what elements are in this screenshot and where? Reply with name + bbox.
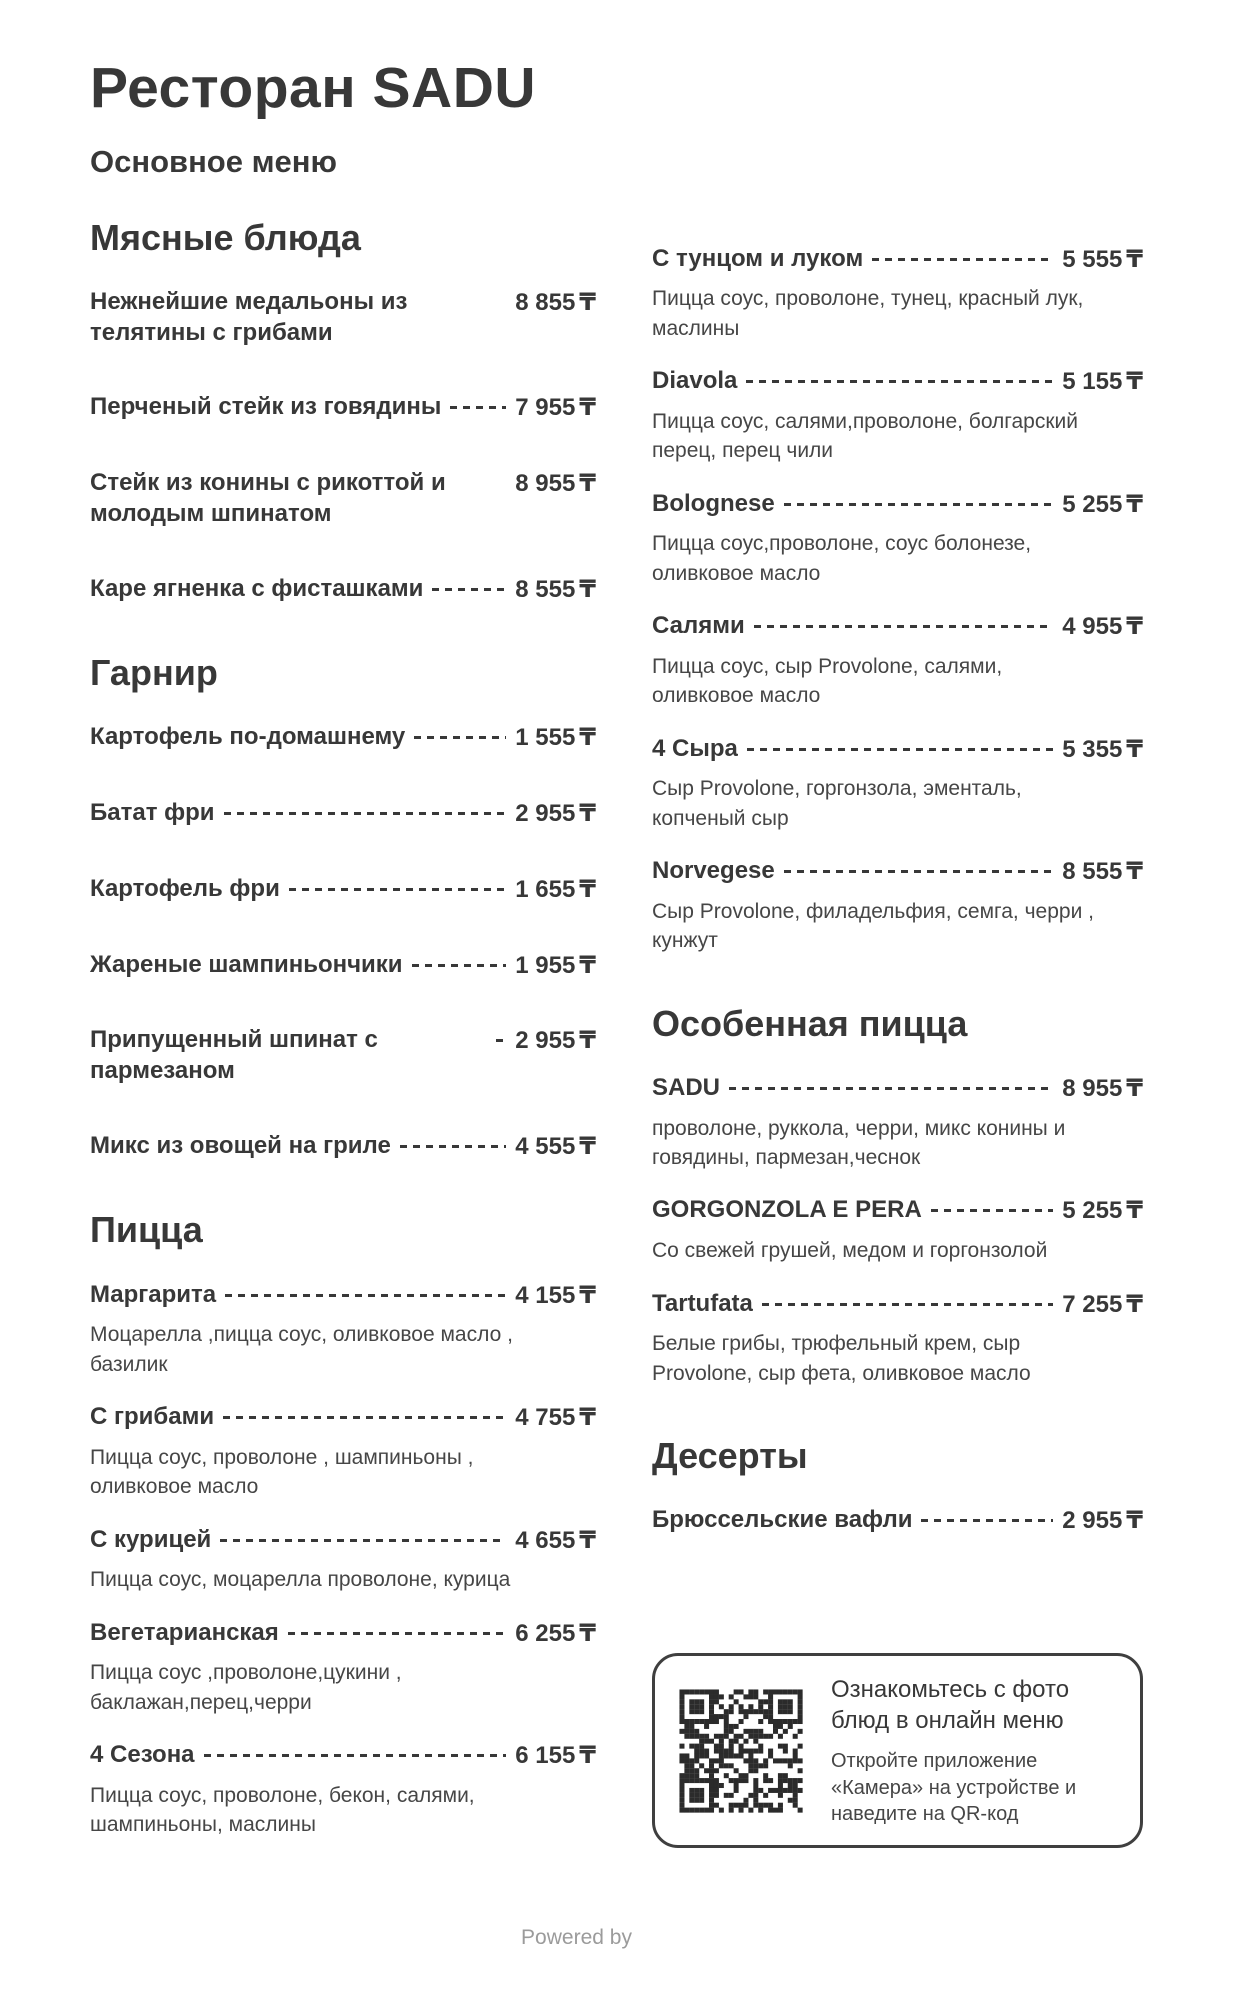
menu-item-price bbox=[515, 287, 596, 319]
dot-leader bbox=[288, 1632, 506, 1635]
menu-item-price bbox=[515, 1131, 596, 1163]
menu-item-head bbox=[652, 1289, 1143, 1321]
menu-item-head bbox=[90, 1740, 596, 1772]
dot-leader bbox=[746, 380, 1053, 383]
currency-symbol: ₸ bbox=[579, 1280, 596, 1309]
dot-leader bbox=[872, 258, 1053, 261]
menu-item-description: проволоне, руккола, черри, микс конины и говядины, пармезан,чеснок bbox=[652, 1116, 1066, 1170]
menu-item-price bbox=[515, 574, 596, 606]
menu-item-name: SADU bbox=[652, 1073, 721, 1101]
menu-item-name: Вегетарианская bbox=[90, 1618, 279, 1646]
currency-symbol: ₸ bbox=[579, 1741, 596, 1770]
menu-item-price bbox=[515, 798, 596, 830]
currency-symbol: ₸ bbox=[579, 393, 596, 422]
menu-item bbox=[652, 1195, 1143, 1265]
price-value: 8 555 bbox=[515, 575, 576, 603]
dot-leader bbox=[289, 888, 506, 891]
currency-symbol: ₸ bbox=[1126, 734, 1143, 763]
menu-item bbox=[652, 489, 1143, 589]
menu-item-description: Моцарелла ,пицца соус, оливковое масло , базилик bbox=[90, 1323, 513, 1376]
qr-panel-subtitle: Откройте приложение «Камера» на устройстве и наведите на QR-код bbox=[831, 1750, 1077, 1826]
menu-item-price bbox=[515, 950, 596, 982]
menu-item-price bbox=[515, 1280, 596, 1312]
price-value: 7 955 bbox=[515, 394, 576, 422]
menu-item-description: Пицца соус,проволоне, соус болонезе, оливковое масло bbox=[652, 532, 1032, 585]
menu-item-head bbox=[90, 798, 596, 830]
currency-symbol: ₸ bbox=[579, 1403, 596, 1432]
menu-item bbox=[90, 1525, 596, 1595]
menu-section bbox=[652, 1002, 1143, 1388]
qr-panel bbox=[652, 1653, 1143, 1849]
menu-item-head bbox=[90, 1131, 596, 1163]
dot-leader bbox=[223, 1416, 506, 1419]
menu-item bbox=[90, 798, 596, 830]
menu-item-head bbox=[90, 392, 596, 424]
menu-subtitle: Основное меню bbox=[90, 143, 337, 179]
menu-item-name: Жареные шампиньончики bbox=[90, 950, 403, 978]
price-value: 5 255 bbox=[1062, 1197, 1123, 1225]
menu-item-price bbox=[515, 1402, 596, 1434]
menu-item-head bbox=[90, 722, 596, 754]
menu-item-name: GORGONZOLA E PERA bbox=[652, 1196, 922, 1224]
menu-item-price bbox=[1062, 856, 1143, 888]
right-column bbox=[652, 216, 1143, 1849]
price-value: 5 355 bbox=[1062, 735, 1123, 763]
qr-code-icon bbox=[677, 1687, 805, 1815]
menu-item-name: Микс из овощей на гриле bbox=[90, 1131, 391, 1159]
menu-item-price bbox=[1062, 1195, 1143, 1227]
currency-symbol: ₸ bbox=[579, 723, 596, 752]
dot-leader bbox=[225, 1294, 506, 1297]
dot-leader bbox=[432, 588, 506, 591]
currency-symbol: ₸ bbox=[1126, 612, 1143, 641]
menu-item-name: С тунцом и луком bbox=[652, 244, 864, 272]
menu-item-price bbox=[1062, 1289, 1143, 1321]
menu-item-description: Пицца соус, моцарелла проволоне, курица bbox=[90, 1568, 511, 1592]
price-value: 4 755 bbox=[515, 1404, 576, 1432]
currency-symbol: ₸ bbox=[579, 1618, 596, 1647]
menu-item-price bbox=[1062, 734, 1143, 766]
price-value: 4 155 bbox=[515, 1281, 576, 1309]
menu-item-head bbox=[90, 1402, 596, 1434]
price-value: 7 255 bbox=[1062, 1290, 1123, 1318]
menu-item bbox=[90, 468, 596, 529]
menu-item-name: 4 Сыра bbox=[652, 734, 738, 762]
menu-item-name: Стейк из конины с рикоттой и молодым шпинатом bbox=[90, 469, 446, 527]
price-value: 5 155 bbox=[1062, 368, 1123, 396]
menu-section-title: Пицца bbox=[90, 1209, 203, 1251]
price-value: 5 555 bbox=[1062, 245, 1123, 273]
menu-section-title: Десерты bbox=[652, 1435, 808, 1477]
currency-symbol: ₸ bbox=[1126, 1073, 1143, 1102]
price-value: 8 855 bbox=[515, 288, 576, 316]
menu-item bbox=[652, 734, 1143, 834]
menu-item bbox=[90, 1025, 596, 1086]
price-value: 4 555 bbox=[515, 1132, 576, 1160]
menu-item-name: Салями bbox=[652, 612, 745, 640]
menu-item-head bbox=[90, 287, 596, 348]
menu-item bbox=[90, 1131, 596, 1163]
menu-item-price bbox=[515, 874, 596, 906]
menu-item-head bbox=[652, 244, 1143, 276]
menu-item-name: 4 Сезона bbox=[90, 1741, 195, 1769]
menu-item-head bbox=[90, 574, 596, 606]
menu-item-description: Пицца соус, проволоне, бекон, салями, шампиньоны, маслины bbox=[90, 1783, 475, 1837]
menu-item-name: Нежнейшие медальоны из телятины с грибами bbox=[90, 287, 408, 346]
right-column-sections bbox=[652, 244, 1143, 1537]
menu-item-name: Картофель по-домашнему bbox=[90, 723, 406, 751]
price-value: 4 655 bbox=[515, 1526, 576, 1554]
menu-section-title: Особенная пицца bbox=[652, 1002, 968, 1044]
menu-item-description: Сыр Provolone, филадельфия, семга, черри , кунжут bbox=[652, 899, 1094, 953]
menu-item-description: Пицца соус, проволоне , шампиньоны , оливковое масло bbox=[90, 1445, 474, 1499]
menu-item bbox=[652, 244, 1143, 344]
menu-section bbox=[90, 1208, 596, 1839]
price-value: 1 555 bbox=[515, 724, 576, 752]
menu-item-price bbox=[1062, 489, 1143, 521]
dot-leader bbox=[496, 1039, 506, 1042]
menu-item-name: С грибами bbox=[90, 1403, 215, 1431]
menu-item-name: Tartufata bbox=[652, 1289, 753, 1317]
menu-item-name: Перченый стейк из говядины bbox=[90, 393, 442, 421]
price-value: 6 255 bbox=[515, 1619, 576, 1647]
currency-symbol: ₸ bbox=[1126, 367, 1143, 396]
menu-item-head bbox=[90, 950, 596, 982]
left-column bbox=[90, 216, 596, 1880]
menu-item-description: Пицца соус ,проволоне,цукини , баклажан,перец,черри bbox=[90, 1661, 402, 1714]
menu-item-description: Пицца соус, салями,проволоне, болгарский перец, перец чили bbox=[652, 409, 1078, 463]
menu-item-head bbox=[652, 366, 1143, 398]
menu-item-price bbox=[515, 392, 596, 424]
menu-item-name: Diavola bbox=[652, 367, 738, 395]
menu-item-name: Bolognese bbox=[652, 489, 775, 517]
menu-item-head bbox=[90, 874, 596, 906]
menu-item-head bbox=[90, 1025, 596, 1086]
dot-leader bbox=[762, 1303, 1053, 1306]
menu-section-title: Мясные блюда bbox=[90, 216, 361, 258]
currency-symbol: ₸ bbox=[1126, 1196, 1143, 1225]
menu-item bbox=[652, 366, 1143, 466]
currency-symbol: ₸ bbox=[1126, 857, 1143, 886]
menu-item-price bbox=[1062, 1073, 1143, 1105]
menu-item-head bbox=[90, 1618, 596, 1650]
qr-panel-title: Ознакомьтесь с фото блюд в онлайн меню bbox=[831, 1675, 1070, 1735]
price-value: 4 955 bbox=[1062, 613, 1123, 641]
currency-symbol: ₸ bbox=[579, 1026, 596, 1055]
menu-item-description: Пицца соус, сыр Provolone, салями, оливковое масло bbox=[652, 654, 1003, 708]
dot-leader bbox=[412, 964, 507, 967]
restaurant-title: Ресторан SADU bbox=[90, 56, 537, 120]
menu-item-name: Припущенный шпинат с пармезаном bbox=[90, 1026, 378, 1085]
menu-item-price bbox=[515, 468, 596, 500]
currency-symbol: ₸ bbox=[1126, 1289, 1143, 1318]
menu-item-price bbox=[515, 1740, 596, 1772]
currency-symbol: ₸ bbox=[1126, 244, 1143, 273]
menu-item-price bbox=[1062, 366, 1143, 398]
menu-item bbox=[90, 1618, 596, 1718]
menu-item-head bbox=[652, 1505, 1143, 1537]
currency-symbol: ₸ bbox=[579, 874, 596, 903]
menu-item-name: Батат фри bbox=[90, 799, 215, 827]
menu-item bbox=[90, 392, 596, 424]
menu-item-head bbox=[90, 1280, 596, 1312]
menu-item-head bbox=[652, 1195, 1143, 1227]
menu-item-head bbox=[90, 1525, 596, 1557]
menu-item bbox=[90, 1740, 596, 1840]
menu-columns bbox=[90, 216, 1143, 1880]
menu-section bbox=[90, 216, 596, 606]
menu-item-price bbox=[515, 722, 596, 754]
menu-section bbox=[652, 244, 1143, 956]
menu-item bbox=[90, 950, 596, 982]
price-value: 2 955 bbox=[515, 800, 576, 828]
price-value: 1 655 bbox=[515, 875, 576, 903]
dot-leader bbox=[931, 1209, 1053, 1212]
price-value: 8 955 bbox=[1062, 1074, 1123, 1102]
dot-leader bbox=[747, 748, 1053, 751]
menu-item-name: Брюссельские вафли bbox=[652, 1506, 913, 1534]
menu-section-title: Гарнир bbox=[90, 652, 218, 694]
dot-leader bbox=[224, 812, 507, 815]
currency-symbol: ₸ bbox=[1126, 1506, 1143, 1535]
menu-item-name: Norvegese bbox=[652, 857, 775, 885]
currency-symbol: ₸ bbox=[579, 1131, 596, 1160]
dot-leader bbox=[784, 503, 1054, 506]
price-value: 8 955 bbox=[515, 470, 576, 498]
menu-item-name: Маргарита bbox=[90, 1280, 217, 1308]
powered-by-label: Powered by bbox=[521, 1925, 632, 1949]
menu-item-head bbox=[652, 489, 1143, 521]
menu-item-head bbox=[652, 611, 1143, 643]
menu-item-description: Белые грибы, трюфельный крем, сыр Provolone, сыр фета, оливковое масло bbox=[652, 1332, 1031, 1385]
dot-leader bbox=[921, 1519, 1053, 1522]
menu-item-head bbox=[652, 856, 1143, 888]
menu-item bbox=[90, 1402, 596, 1502]
price-value: 2 955 bbox=[515, 1027, 576, 1055]
dot-leader bbox=[450, 406, 506, 409]
menu-item-description: Со свежей грушей, медом и горгонзолой bbox=[652, 1239, 1048, 1263]
menu-item-price bbox=[515, 1525, 596, 1557]
menu-section bbox=[652, 1434, 1143, 1537]
dot-leader bbox=[414, 736, 506, 739]
currency-symbol: ₸ bbox=[1126, 489, 1143, 518]
currency-symbol: ₸ bbox=[579, 287, 596, 316]
menu-item-head bbox=[90, 468, 596, 529]
menu-item bbox=[90, 574, 596, 606]
menu-item-name: Картофель фри bbox=[90, 874, 280, 902]
qr-panel-texts bbox=[831, 1674, 1118, 1828]
currency-symbol: ₸ bbox=[579, 469, 596, 498]
currency-symbol: ₸ bbox=[579, 574, 596, 603]
menu-item-head bbox=[652, 1073, 1143, 1105]
menu-item bbox=[652, 856, 1143, 956]
menu-item bbox=[90, 722, 596, 754]
currency-symbol: ₸ bbox=[579, 1525, 596, 1554]
menu-section bbox=[90, 651, 596, 1162]
menu-item bbox=[90, 1280, 596, 1380]
dot-leader bbox=[784, 870, 1054, 873]
menu-item-name: С курицей bbox=[90, 1525, 212, 1553]
menu-item-price bbox=[1062, 244, 1143, 276]
dot-leader bbox=[754, 625, 1054, 628]
menu-item-description: Сыр Provolone, горгонзола, эменталь, копченый сыр bbox=[652, 777, 1022, 830]
dot-leader bbox=[729, 1087, 1053, 1090]
menu-item bbox=[90, 287, 596, 348]
menu-item bbox=[652, 1073, 1143, 1173]
currency-symbol: ₸ bbox=[579, 950, 596, 979]
menu-item-price bbox=[515, 1025, 596, 1057]
currency-symbol: ₸ bbox=[579, 799, 596, 828]
menu-item-price bbox=[515, 1618, 596, 1650]
menu-item-head bbox=[652, 734, 1143, 766]
menu-item-name: Каре ягненка с фисташками bbox=[90, 574, 424, 602]
price-value: 5 255 bbox=[1062, 490, 1123, 518]
dot-leader bbox=[220, 1539, 506, 1542]
price-value: 2 955 bbox=[1062, 1507, 1123, 1535]
menu-item-price bbox=[1062, 611, 1143, 643]
menu-item-description: Пицца соус, проволоне, тунец, красный лук, маслины bbox=[652, 287, 1084, 340]
price-value: 6 155 bbox=[515, 1742, 576, 1770]
dot-leader bbox=[400, 1145, 506, 1148]
menu-item-price bbox=[1062, 1505, 1143, 1537]
price-value: 1 955 bbox=[515, 951, 576, 979]
menu-item bbox=[90, 874, 596, 906]
menu-item bbox=[652, 1505, 1143, 1537]
menu-item bbox=[652, 611, 1143, 711]
menu-item bbox=[652, 1289, 1143, 1389]
price-value: 8 555 bbox=[1062, 858, 1123, 886]
